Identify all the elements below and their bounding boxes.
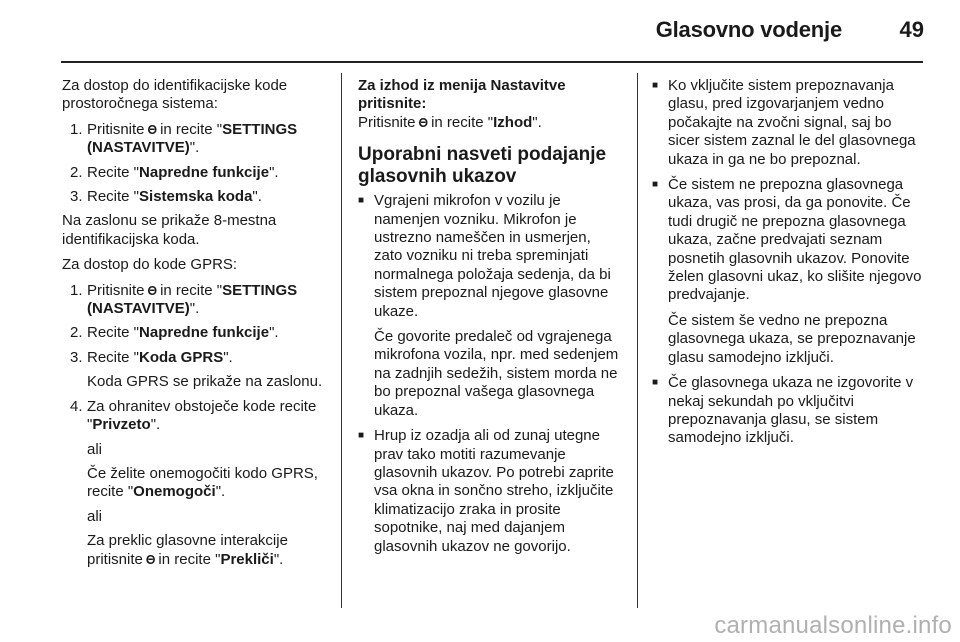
- square-bullet: ■: [358, 195, 365, 207]
- list-item: ■ Vgrajeni mikrofon v vozilu je namenjen vozniku. Mikrofon je ustrezno nameščen in usmerjen, zato vozniku ni treba spreminjati normalnega položaja sedenja, da bi sistem prepoznal njegove glasovne ukaze. Če govorite predaleč od vgrajenega mikrofona vozila, npr. med sedenjem na zadnjih sedežih, sistem morda ne bo prepoznal vašega glasovnega ukaza.: [358, 192, 619, 419]
- list-item: ■ Če sistem ne prepozna glasovnega ukaza, vas prosi, da ga ponovite. Če tudi drugič ne prepozna glasovnega ukaza, začne predvajati seznam posnetih glasovnih ukazov. Ponovite želen glasovni ukaz, ko slišite njegovo predvajanje. Če sistem še vedno ne prepozna glasovnega ukaza, se prepoznavanje glasu samodejno izključi.: [652, 176, 922, 366]
- square-bullet: ■: [358, 430, 365, 442]
- exit-heading: Za izhod iz menija Nastavitve pritisnite:: [358, 77, 566, 113]
- page-number: 49: [899, 17, 924, 42]
- list-item: ■ Hrup iz ozadja ali od zunaj utegne prav tako motiti razumevanje glasovnih ukazov. Po potrebi zaprite vsa okna in sončno streho, izključite klimatizacijo zraka in prosite sopotnike, naj med dajanjem glasovnih ukazov ne govorijo.: [358, 427, 614, 555]
- watermark: carmanualsonline.info: [714, 612, 952, 639]
- list-item: ■ Ko vključite sistem prepoznavanja glasu, pred izgovarjanjem vedno počakajte na zvočni signal, saj bo sicer sistem zaznal le del glasovnega ukaza in ga ne bo prepoznal.: [652, 77, 916, 168]
- voice-command-icon: 𝚯: [145, 552, 156, 567]
- square-bullet: ■: [652, 80, 659, 91]
- page-header: [0, 0, 960, 62]
- list-item: ■ Če glasovnega ukaza ne izgovorite v nekaj sekundah po vključitvi prepoznavanja glasu, se sistem samodejno izključi.: [652, 374, 914, 447]
- column-divider: [637, 73, 638, 608]
- page-title: Glasovno vodenje: [655, 17, 842, 42]
- voice-command-icon: 𝚯: [418, 115, 429, 130]
- square-bullet: ■: [652, 377, 659, 389]
- column-divider: [341, 73, 342, 608]
- column-3: [652, 77, 922, 455]
- list-item: 1. Pritisnite 𝚯 in recite "SETTINGS (NASTAVITVE)".: [70, 281, 298, 318]
- list-item: 1. Pritisnite 𝚯 in recite "SETTINGS (NASTAVITVE)".: [70, 120, 298, 157]
- section-title: Uporabni nasveti podajanje glasovnih ukazov: [358, 144, 607, 188]
- list-item: 4. Za ohranitev obstoječe kode recite "Privzeto". ali Če želite onemogočiti kodo GPRS, recite "Onemogoči". ali Za preklic glasovne interakcije pritisnite 𝚯 in recite "Prekliči".: [70, 397, 318, 568]
- list-item: 3. Recite "Koda GPRS". Koda GPRS se prikaže na zaslonu.: [70, 348, 323, 391]
- list-item: 2. Recite "Napredne funkcije".: [70, 324, 279, 342]
- square-bullet: ■: [652, 179, 659, 191]
- voice-command-icon: 𝚯: [147, 283, 158, 298]
- column-1: [62, 77, 330, 575]
- intro-text: Za dostop do identifikacijske kode prostoročnega sistema:: [62, 77, 288, 113]
- header-rule: [61, 61, 923, 63]
- exit-instruction: Pritisnite 𝚯 in recite "Izhod".: [358, 113, 542, 131]
- list-item: 3. Recite "Sistemska koda".: [70, 188, 262, 206]
- list-item: 2. Recite "Napredne funkcije".: [70, 163, 279, 181]
- note-text: Na zaslonu se prikaže 8-mestna identifikacijska koda.: [62, 212, 277, 248]
- column-2: [358, 77, 623, 563]
- voice-command-icon: 𝚯: [147, 122, 158, 137]
- intro-text-gprs: Za dostop do kode GPRS:: [62, 256, 238, 274]
